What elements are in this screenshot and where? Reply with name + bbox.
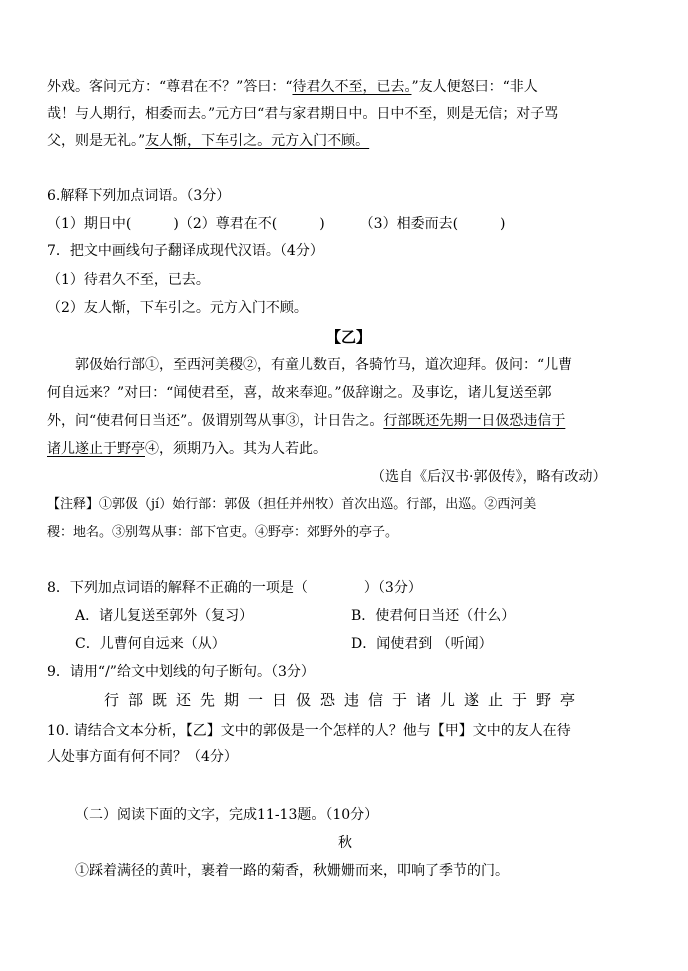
passage-yi-note-1: 【注释】①郭伋（jí）始行部：郭伋（担任并州牧）首次出巡。行部，出巡。②西河美 [47, 497, 537, 512]
q7-item-2: （2）友人惭，下车引之。元方入门不顾。 [47, 300, 308, 316]
q7-item-1: （1）待君久不至，已去。 [47, 272, 210, 288]
q10-line-1: 10. 请结合文本分析，【乙】文中的郭伋是一个怎样的人？他与【甲】文中的友人在待 [47, 723, 571, 739]
q7-stem: 7．把文中画线句子翻译成现代汉语。（4分） [47, 243, 324, 259]
passage-yi-line-2: 何自远来？”对曰：“闻使君至，喜，故来奉迎。”伋辞谢之。及事讫，诸儿复送至郭 [47, 385, 552, 401]
q8-stem: 8．下列加点词语的解释不正确的一项是（ ）（3分） [47, 580, 422, 596]
q8-option-d: D．闻使君到 （听闻） [351, 636, 493, 652]
passage-yi-source: （选自《后汉书·郭伋传》，略有改动） [371, 469, 607, 485]
q9-stem: 9．请用“/”给文中划线的句子断句。（3分） [47, 664, 315, 680]
q9-sentence: 行部既还先期一日伋恐违信于诸儿遂止于野亭 [104, 691, 585, 709]
section-2-heading: （二）阅读下面的文字，完成11-13题。（10分） [75, 807, 379, 823]
q8-option-b: B．使君何日当还（什么） [351, 608, 516, 624]
passage-jia-line-3: 父，则是无礼。”友人惭，下车引之。元方入门不顾。 [47, 133, 370, 149]
underlined-sentence-3a: 行部既还先期一日伋恐违信于 [383, 413, 566, 429]
passage-jia-line-2: 哉！与人期行，相委而去。”元方曰“君与家君期日中。日中不至，则是无信；对子骂 [47, 106, 559, 122]
passage-yi-line-1: 郭伋始行部①，至西河美稷②，有童儿数百，各骑竹马，道次迎拜。伋问：“儿曹 [75, 357, 573, 373]
q6-items: （1）期日中( )（2）尊君在不( ) （3）相委而去( ) [47, 216, 506, 232]
underlined-sentence-1: 待君久不至，已去。 [292, 79, 412, 95]
passage-yi-heading: 【乙】 [326, 328, 372, 346]
underlined-sentence-3b: 诸儿遂止于野亭 [47, 441, 145, 457]
q8-option-c: C．儿曹何自远来（从） [75, 636, 226, 652]
passage-yi-note-2: 稷：地名。③别驾从事：部下官吏。④野亭：郊野外的亭子。 [47, 525, 399, 540]
section-2-paragraph-1: ①踩着满径的黄叶，裹着一路的菊香，秋姗姗而来，叩响了季节的门。 [75, 863, 509, 879]
q6-stem: 6.解释下列加点词语。（3分） [47, 188, 231, 204]
q10-line-2: 人处事方面有何不同？（4分） [47, 749, 238, 765]
passage-yi-line-3: 外，问“使君何日当还”。伋谓别驾从事③，计日告之。行部既还先期一日伋恐违信于 [47, 413, 566, 429]
passage-jia-line-1: 外戏。客问元方：“尊君在不？”答曰：“待君久不至，已去。”友人便怒曰：“非人 [47, 79, 538, 95]
passage-yi-line-4: 诸儿遂止于野亭④，须期乃入。其为人若此。 [47, 441, 327, 457]
q8-option-a: A．诸儿复送至郭外（复习） [75, 608, 254, 624]
section-2-title: 秋 [338, 835, 352, 851]
underlined-sentence-2: 友人惭，下车引之。元方入门不顾。 [145, 133, 370, 149]
